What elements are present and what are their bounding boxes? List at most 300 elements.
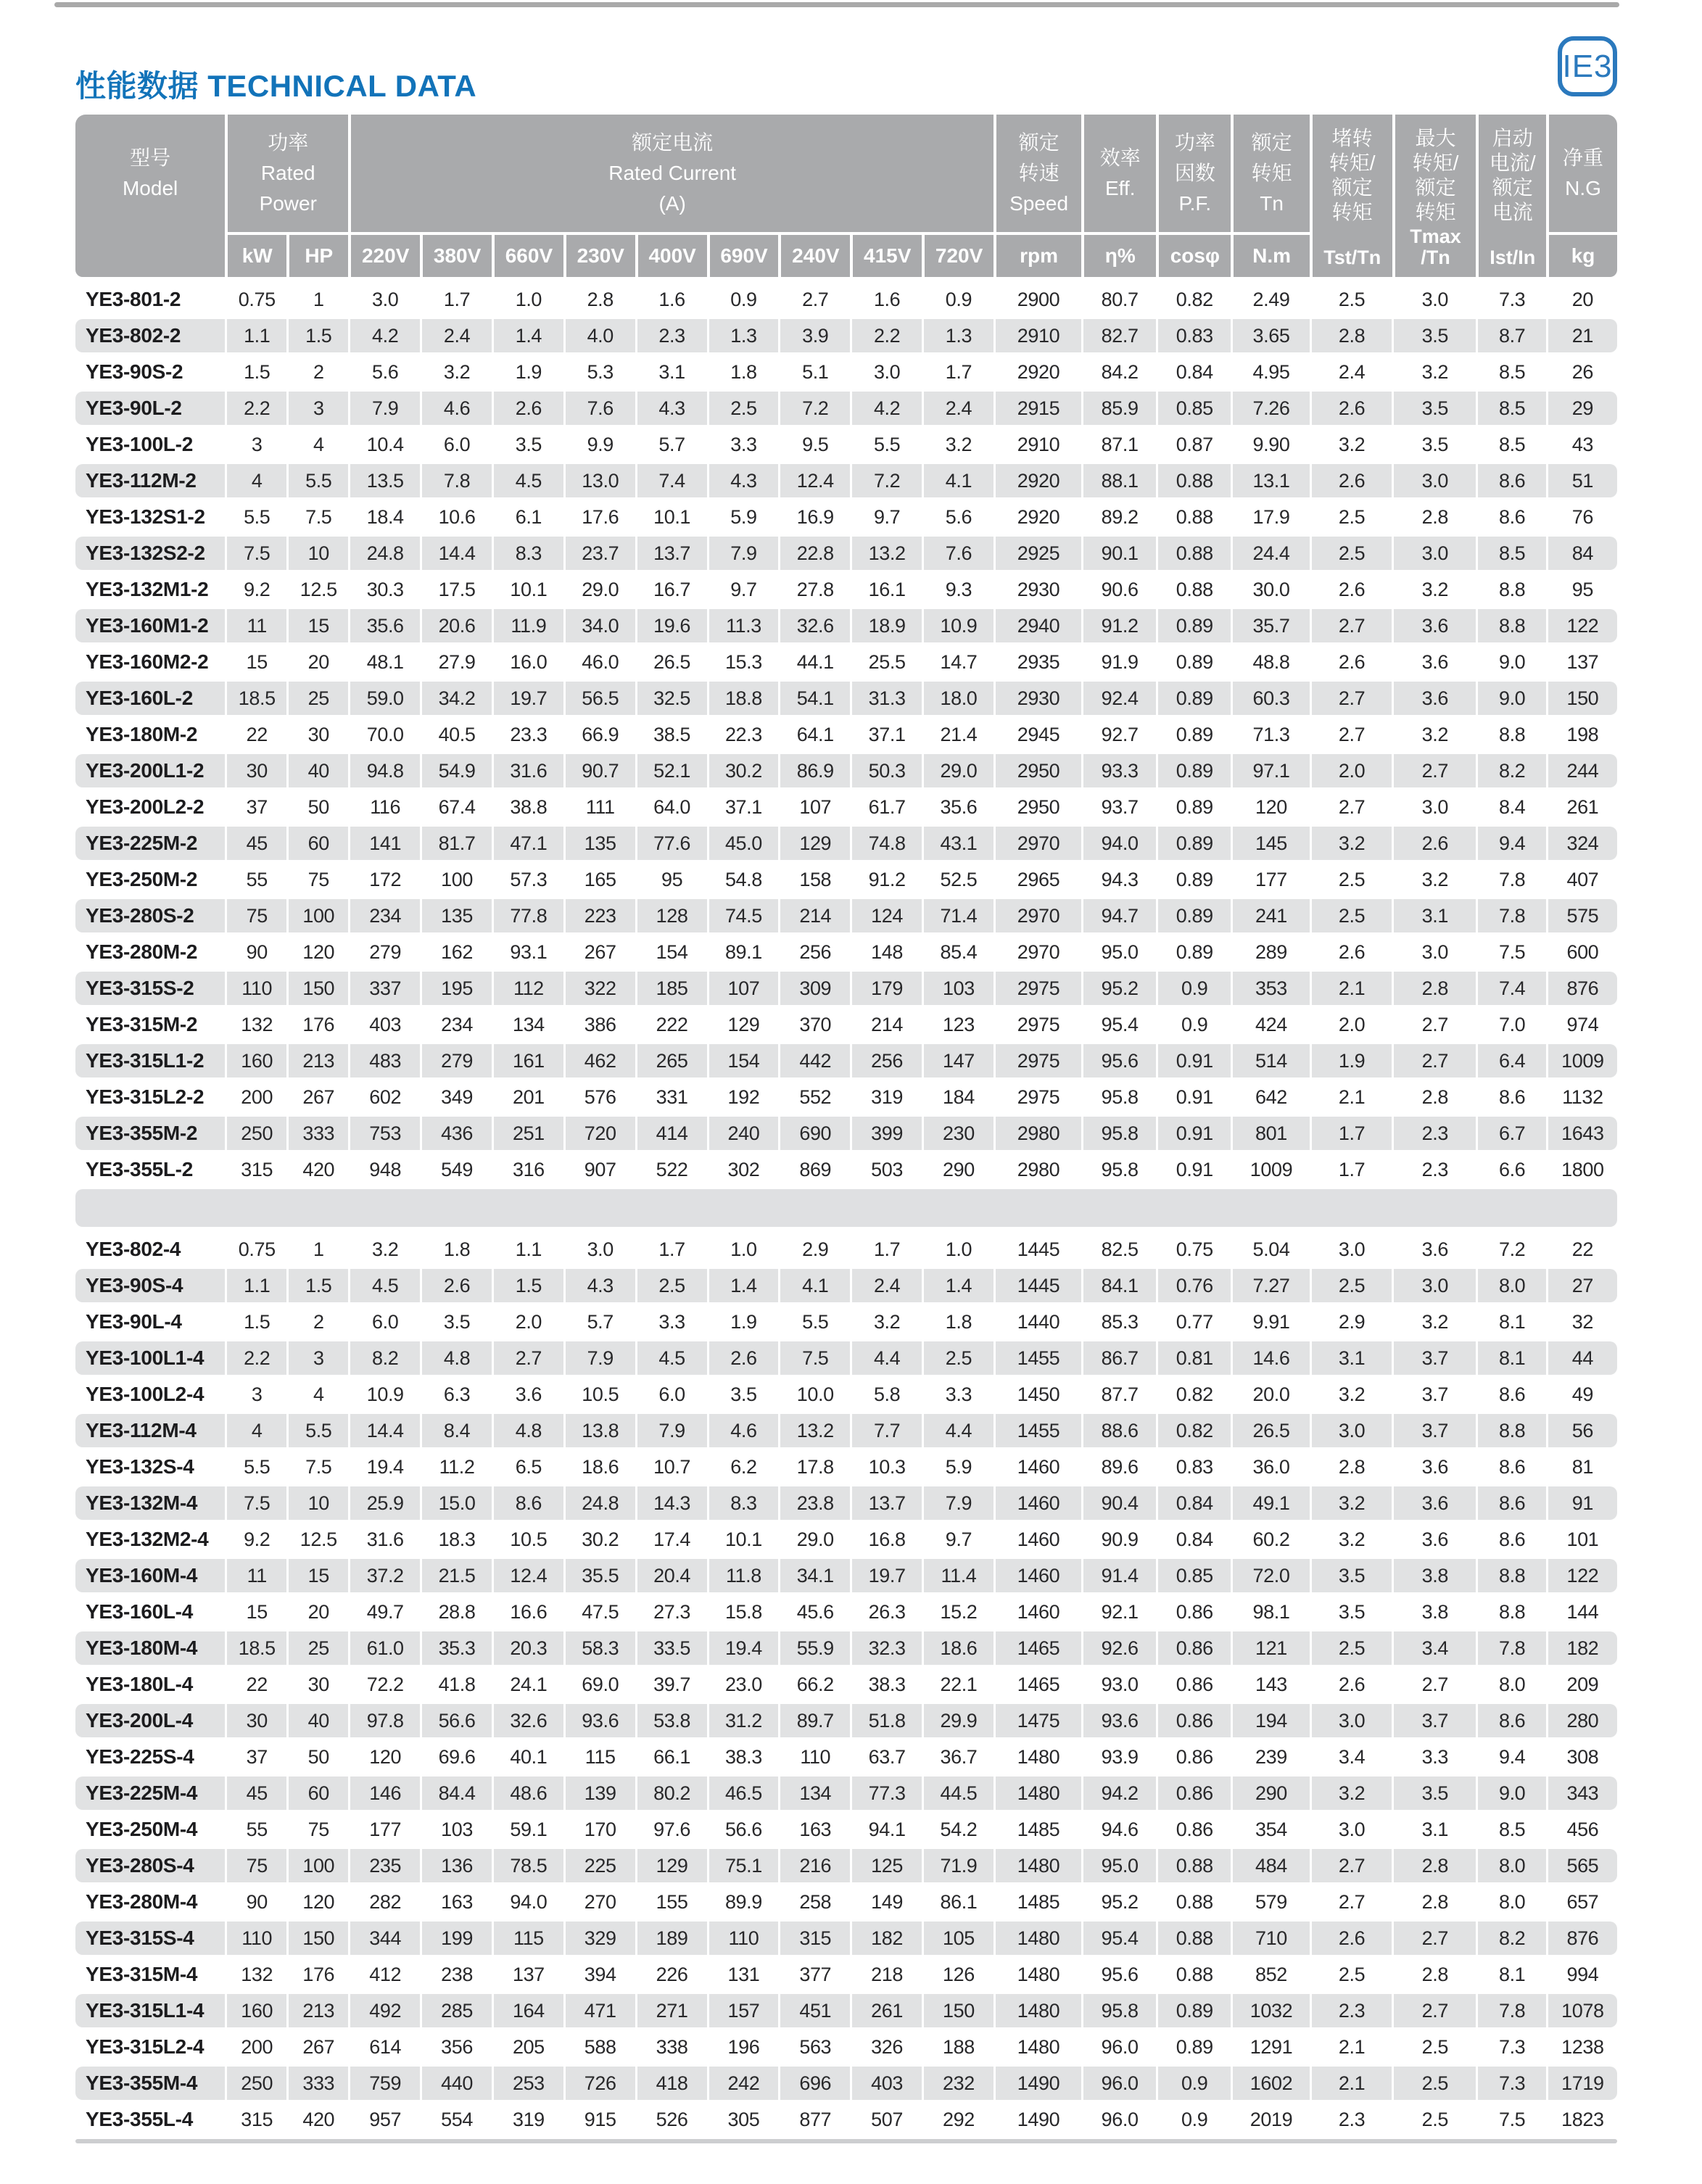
value-cell: 7.6 bbox=[922, 537, 993, 570]
value-cell: 112 bbox=[492, 972, 563, 1005]
value-cell: 234 bbox=[348, 899, 420, 932]
table-row bbox=[75, 1849, 1617, 1882]
value-cell: 8.6 bbox=[1476, 1486, 1546, 1520]
value-cell: 3.3 bbox=[635, 1305, 707, 1339]
value-cell: 0.89 bbox=[1156, 609, 1231, 642]
value-cell: 30 bbox=[225, 1704, 286, 1737]
value-cell: 30 bbox=[286, 1668, 348, 1701]
value-cell: 2.1 bbox=[1310, 972, 1392, 1005]
value-cell: 0.84 bbox=[1156, 1523, 1231, 1556]
value-cell: 642 bbox=[1231, 1080, 1309, 1114]
value-cell: 66.9 bbox=[563, 718, 635, 751]
value-cell: 1.1 bbox=[492, 1233, 563, 1266]
value-cell: 25 bbox=[286, 682, 348, 715]
value-cell: 20.6 bbox=[420, 609, 492, 642]
value-cell: 2.7 bbox=[1310, 1885, 1392, 1919]
value-cell: 2.5 bbox=[1392, 2103, 1476, 2136]
value-cell: 319 bbox=[492, 2103, 563, 2136]
table-row bbox=[75, 2103, 1617, 2136]
value-cell: 89.1 bbox=[707, 935, 779, 969]
value-cell: 1.0 bbox=[707, 1233, 779, 1266]
value-cell: 95.8 bbox=[1081, 1153, 1156, 1186]
value-cell: 16.1 bbox=[850, 573, 922, 606]
value-cell: 2980 bbox=[993, 1117, 1081, 1150]
model-cell: YE3-200L-4 bbox=[75, 1704, 225, 1737]
value-cell: 4.6 bbox=[420, 392, 492, 425]
unit-660v: 660V bbox=[492, 235, 563, 277]
value-cell: 26.5 bbox=[1231, 1414, 1309, 1447]
value-cell: 315 bbox=[225, 2103, 286, 2136]
value-cell: 5.9 bbox=[707, 500, 779, 534]
value-cell: 97.1 bbox=[1231, 754, 1309, 787]
value-cell: 2 bbox=[286, 355, 348, 389]
unit-220v: 220V bbox=[362, 244, 410, 267]
value-cell: 492 bbox=[348, 1994, 420, 2027]
value-cell: 3.0 bbox=[1392, 464, 1476, 497]
value-cell: 2.7 bbox=[1392, 754, 1476, 787]
value-cell: 50 bbox=[286, 1740, 348, 1774]
value-cell: 84.2 bbox=[1081, 355, 1156, 389]
value-cell: 14.4 bbox=[348, 1414, 420, 1447]
value-cell: 91.4 bbox=[1081, 1559, 1156, 1592]
value-cell: 1.9 bbox=[707, 1305, 779, 1339]
value-cell: 8.5 bbox=[1476, 1813, 1546, 1846]
value-cell: 0.88 bbox=[1156, 1922, 1231, 1955]
value-cell: 1480 bbox=[993, 1958, 1081, 1991]
value-cell: 602 bbox=[348, 1080, 420, 1114]
value-cell: 242 bbox=[707, 2067, 779, 2100]
value-cell: 2.3 bbox=[1392, 1117, 1476, 1150]
value-cell: 315 bbox=[225, 1153, 286, 1186]
table-row bbox=[75, 1305, 1617, 1339]
value-cell: 94.8 bbox=[348, 754, 420, 787]
value-cell: 1445 bbox=[993, 1269, 1081, 1302]
value-cell: 8.1 bbox=[1476, 1341, 1546, 1375]
value-cell: 69.0 bbox=[563, 1668, 635, 1701]
value-cell: 95.0 bbox=[1081, 1849, 1156, 1882]
model-cell: YE3-180M-2 bbox=[86, 723, 198, 745]
value-cell: 155 bbox=[635, 1885, 707, 1919]
value-cell: 7.8 bbox=[420, 464, 492, 497]
table-row bbox=[75, 1341, 1617, 1375]
value-cell: 91 bbox=[1546, 1486, 1617, 1520]
model-cell: YE3-280S-4 bbox=[75, 1849, 225, 1882]
table-row bbox=[75, 754, 1617, 787]
value-cell: 2.7 bbox=[1310, 1849, 1392, 1882]
value-cell: 160 bbox=[225, 1044, 286, 1077]
value-cell: 30 bbox=[225, 754, 286, 787]
table-row bbox=[75, 682, 1617, 715]
value-cell: 8.8 bbox=[1476, 573, 1546, 606]
value-cell: 2.3 bbox=[635, 319, 707, 352]
value-cell: 907 bbox=[563, 1153, 635, 1186]
value-cell: 1032 bbox=[1231, 1994, 1309, 2027]
value-cell: 134 bbox=[492, 1008, 563, 1041]
value-cell: 123 bbox=[922, 1008, 993, 1041]
value-cell: 194 bbox=[1231, 1704, 1309, 1737]
value-cell: 101 bbox=[1546, 1523, 1617, 1556]
value-cell: 0.88 bbox=[1156, 573, 1231, 606]
value-cell: 27 bbox=[1546, 1269, 1617, 1302]
value-cell: 13.1 bbox=[1231, 464, 1309, 497]
value-cell: 726 bbox=[563, 2067, 635, 2100]
value-cell: 420 bbox=[286, 2103, 348, 2136]
value-cell: 30.2 bbox=[563, 1523, 635, 1556]
value-cell: 579 bbox=[1231, 1885, 1309, 1919]
section-separator bbox=[75, 1189, 1617, 1227]
table-row bbox=[75, 319, 1617, 352]
value-cell: 5.5 bbox=[286, 464, 348, 497]
value-cell: 7.3 bbox=[1476, 2030, 1546, 2064]
value-cell: 1485 bbox=[993, 1813, 1081, 1846]
value-cell: 5.8 bbox=[850, 1378, 922, 1411]
value-cell: 195 bbox=[420, 972, 492, 1005]
value-cell: 8.5 bbox=[1476, 537, 1546, 570]
value-cell: 1480 bbox=[993, 1994, 1081, 2027]
value-cell: 90.6 bbox=[1081, 573, 1156, 606]
value-cell: 163 bbox=[420, 1885, 492, 1919]
value-cell: 18.9 bbox=[850, 609, 922, 642]
value-cell: 3.5 bbox=[1392, 392, 1476, 425]
value-cell: 282 bbox=[348, 1885, 420, 1919]
value-cell: 84.1 bbox=[1081, 1269, 1156, 1302]
value-cell: 125 bbox=[850, 1849, 922, 1882]
value-cell: 267 bbox=[286, 2030, 348, 2064]
value-cell: 223 bbox=[563, 899, 635, 932]
value-cell: 29.0 bbox=[922, 754, 993, 787]
value-cell: 7.5 bbox=[225, 1486, 286, 1520]
table-row bbox=[75, 2067, 1617, 2100]
value-cell: 554 bbox=[420, 2103, 492, 2136]
value-cell: 290 bbox=[922, 1153, 993, 1186]
value-cell: 3.2 bbox=[1392, 1305, 1476, 1339]
value-cell: 89.9 bbox=[707, 1885, 779, 1919]
value-cell: 2.4 bbox=[850, 1269, 922, 1302]
value-cell: 148 bbox=[850, 935, 922, 969]
value-cell: 2.5 bbox=[1310, 1269, 1392, 1302]
value-cell: 29.9 bbox=[922, 1704, 993, 1737]
table-row bbox=[75, 1153, 1617, 1186]
value-cell: 7.5 bbox=[286, 500, 348, 534]
value-cell: 27.3 bbox=[635, 1595, 707, 1629]
value-cell: 316 bbox=[492, 1153, 563, 1186]
value-cell: 1.3 bbox=[922, 319, 993, 352]
model-cell: YE3-315S-4 bbox=[75, 1922, 225, 1955]
value-cell: 3.9 bbox=[778, 319, 850, 352]
value-cell: 0.75 bbox=[1156, 1233, 1231, 1266]
value-cell: 74.8 bbox=[850, 827, 922, 860]
value-cell: 2.6 bbox=[1310, 1922, 1392, 1955]
value-cell: 34.1 bbox=[778, 1559, 850, 1592]
value-cell: 2970 bbox=[993, 827, 1081, 860]
value-cell: 2.7 bbox=[1392, 1044, 1476, 1077]
value-cell: 3.0 bbox=[1310, 1233, 1392, 1266]
technical-data-table bbox=[75, 115, 1617, 2143]
value-cell: 35.3 bbox=[420, 1631, 492, 1665]
value-cell: 137 bbox=[1546, 645, 1617, 679]
value-cell: 657 bbox=[1546, 1885, 1617, 1919]
value-cell: 25.9 bbox=[348, 1486, 420, 1520]
value-cell: 74.5 bbox=[707, 899, 779, 932]
value-cell: 96.0 bbox=[1081, 2103, 1156, 2136]
value-cell: 8.7 bbox=[1476, 319, 1546, 352]
value-cell: 8.5 bbox=[1476, 355, 1546, 389]
value-cell: 95 bbox=[635, 863, 707, 896]
value-cell: 0.87 bbox=[1156, 428, 1231, 461]
table-body-4pole bbox=[75, 1233, 1617, 2136]
value-cell: 1.4 bbox=[492, 319, 563, 352]
value-cell: 2.4 bbox=[420, 319, 492, 352]
value-cell: 9.2 bbox=[225, 573, 286, 606]
model-cell: YE3-802-4 bbox=[86, 1238, 181, 1260]
value-cell: 0.9 bbox=[707, 283, 779, 316]
value-cell: 20 bbox=[286, 645, 348, 679]
value-cell: 305 bbox=[707, 2103, 779, 2136]
value-cell: 94.2 bbox=[1081, 1776, 1156, 1810]
header-model-zh: 型号 bbox=[130, 146, 171, 169]
value-cell: 10.1 bbox=[707, 1523, 779, 1556]
unit-240v: 240V bbox=[778, 235, 850, 277]
table-row bbox=[75, 1450, 1617, 1484]
value-cell: 1465 bbox=[993, 1631, 1081, 1665]
value-cell: 8.6 bbox=[1476, 1378, 1546, 1411]
value-cell: 451 bbox=[778, 1994, 850, 2027]
value-cell: 4 bbox=[286, 428, 348, 461]
value-cell: 2.7 bbox=[778, 283, 850, 316]
model-cell: YE3-90S-4 bbox=[75, 1269, 225, 1302]
page-title-en: TECHNICAL DATA bbox=[207, 69, 477, 103]
value-cell: 13.7 bbox=[850, 1486, 922, 1520]
model-cell: YE3-315L1-2 bbox=[75, 1044, 225, 1077]
value-cell: 199 bbox=[420, 1922, 492, 1955]
value-cell: 1643 bbox=[1546, 1117, 1617, 1150]
value-cell: 322 bbox=[563, 972, 635, 1005]
value-cell: 331 bbox=[635, 1080, 707, 1114]
value-cell: 0.86 bbox=[1156, 1595, 1231, 1629]
value-cell: 14.3 bbox=[635, 1486, 707, 1520]
value-cell: 184 bbox=[922, 1080, 993, 1114]
value-cell: 3 bbox=[225, 1378, 286, 1411]
model-cell: YE3-100L1-4 bbox=[75, 1341, 225, 1375]
value-cell: 0.89 bbox=[1156, 754, 1231, 787]
value-cell: 11.9 bbox=[492, 609, 563, 642]
value-cell: 424 bbox=[1231, 1008, 1309, 1041]
value-cell: 60.3 bbox=[1231, 682, 1309, 715]
value-cell: 78.5 bbox=[492, 1849, 563, 1882]
value-cell: 2.8 bbox=[1392, 1885, 1476, 1919]
value-cell: 3.5 bbox=[707, 1378, 779, 1411]
value-cell: 69.6 bbox=[420, 1740, 492, 1774]
value-cell: 9.4 bbox=[1476, 827, 1546, 860]
value-cell: 1.5 bbox=[286, 319, 348, 352]
value-cell: 436 bbox=[420, 1117, 492, 1150]
model-cell: YE3-225M-2 bbox=[75, 827, 225, 860]
value-cell: 0.89 bbox=[1156, 1994, 1231, 2027]
value-cell: 61.0 bbox=[348, 1631, 420, 1665]
value-cell: 2975 bbox=[993, 1008, 1081, 1041]
value-cell: 185 bbox=[635, 972, 707, 1005]
value-cell: 7.2 bbox=[778, 392, 850, 425]
value-cell: 4.5 bbox=[492, 464, 563, 497]
value-cell: 292 bbox=[922, 2103, 993, 2136]
value-cell: 349 bbox=[420, 1080, 492, 1114]
value-cell: 34.0 bbox=[563, 609, 635, 642]
table-row bbox=[75, 1486, 1617, 1520]
value-cell: 7.5 bbox=[778, 1341, 850, 1375]
value-cell: 200 bbox=[225, 2030, 286, 2064]
value-cell: 507 bbox=[850, 2103, 922, 2136]
value-cell: 149 bbox=[850, 1885, 922, 1919]
value-cell: 329 bbox=[563, 1922, 635, 1955]
value-cell: 8.1 bbox=[1476, 1305, 1546, 1339]
value-cell: 103 bbox=[420, 1813, 492, 1846]
value-cell: 0.89 bbox=[1156, 935, 1231, 969]
value-cell: 110 bbox=[225, 972, 286, 1005]
value-cell: 93.7 bbox=[1081, 790, 1156, 824]
value-cell: 192 bbox=[707, 1080, 779, 1114]
header-pf-en: P.F. bbox=[1178, 192, 1212, 215]
value-cell: 2.6 bbox=[1392, 827, 1476, 860]
value-cell: 41.8 bbox=[420, 1668, 492, 1701]
value-cell: 309 bbox=[778, 972, 850, 1005]
value-cell: 957 bbox=[348, 2103, 420, 2136]
value-cell: 2.7 bbox=[1310, 790, 1392, 824]
value-cell: 3.2 bbox=[1310, 1378, 1392, 1411]
value-cell: 2.5 bbox=[1310, 1958, 1392, 1991]
value-cell: 3.5 bbox=[492, 428, 563, 461]
value-cell: 407 bbox=[1546, 863, 1617, 896]
value-cell: 10.9 bbox=[348, 1378, 420, 1411]
value-cell: 4.3 bbox=[707, 464, 779, 497]
model-cell: YE3-355M-4 bbox=[75, 2067, 225, 2100]
header-speed-en: Speed bbox=[1009, 192, 1069, 215]
value-cell: 2.0 bbox=[1310, 754, 1392, 787]
value-cell: 877 bbox=[778, 2103, 850, 2136]
value-cell: 2.6 bbox=[707, 1341, 779, 1375]
value-cell: 3.3 bbox=[707, 428, 779, 461]
table-row bbox=[75, 1044, 1617, 1077]
value-cell: 4.2 bbox=[850, 392, 922, 425]
value-cell: 456 bbox=[1546, 1813, 1617, 1846]
value-cell: 2 bbox=[286, 1305, 348, 1339]
value-cell: 440 bbox=[420, 2067, 492, 2100]
value-cell: 974 bbox=[1546, 1008, 1617, 1041]
value-cell: 343 bbox=[1546, 1776, 1617, 1810]
value-cell: 0.83 bbox=[1156, 319, 1231, 352]
value-cell: 285 bbox=[420, 1994, 492, 2027]
value-cell: 135 bbox=[420, 899, 492, 932]
value-cell: 27.9 bbox=[420, 645, 492, 679]
value-cell: 28.8 bbox=[420, 1595, 492, 1629]
value-cell: 110 bbox=[778, 1740, 850, 1774]
value-cell: 5.7 bbox=[563, 1305, 635, 1339]
value-cell: 8.4 bbox=[1476, 790, 1546, 824]
value-cell: 35.7 bbox=[1231, 609, 1309, 642]
table-row bbox=[75, 500, 1617, 534]
value-cell: 56.5 bbox=[563, 682, 635, 715]
model-cell: YE3-315L2-4 bbox=[86, 2035, 205, 2058]
value-cell: 179 bbox=[850, 972, 922, 1005]
model-cell: YE3-132M-4 bbox=[75, 1486, 225, 1520]
value-cell: 160 bbox=[225, 1994, 286, 2027]
value-cell: 94.1 bbox=[850, 1813, 922, 1846]
value-cell: 49 bbox=[1546, 1378, 1617, 1411]
value-cell: 3.1 bbox=[1310, 1341, 1392, 1375]
value-cell: 3.2 bbox=[348, 1233, 420, 1266]
header-tmax-zh4: 转矩 bbox=[1415, 201, 1456, 223]
value-cell: 852 bbox=[1231, 1958, 1309, 1991]
value-cell: 2.2 bbox=[225, 1341, 286, 1375]
value-cell: 59.1 bbox=[492, 1813, 563, 1846]
value-cell: 21.5 bbox=[420, 1559, 492, 1592]
value-cell: 3.0 bbox=[348, 283, 420, 316]
value-cell: 34.2 bbox=[420, 682, 492, 715]
value-cell: 70.0 bbox=[348, 718, 420, 751]
value-cell: 11.8 bbox=[707, 1559, 779, 1592]
value-cell: 71.4 bbox=[922, 899, 993, 932]
value-cell: 0.88 bbox=[1156, 537, 1231, 570]
header-ist-zh1: 启动 bbox=[1492, 127, 1533, 149]
value-cell: 3.2 bbox=[1392, 573, 1476, 606]
value-cell: 1490 bbox=[993, 2067, 1081, 2100]
value-cell: 1.7 bbox=[635, 1233, 707, 1266]
value-cell: 209 bbox=[1546, 1668, 1617, 1701]
value-cell: 107 bbox=[707, 972, 779, 1005]
value-cell: 0.82 bbox=[1156, 1378, 1231, 1411]
value-cell: 2965 bbox=[993, 863, 1081, 896]
value-cell: 71.3 bbox=[1231, 718, 1309, 751]
value-cell: 9.3 bbox=[922, 573, 993, 606]
model-cell: YE3-315M-2 bbox=[86, 1013, 198, 1035]
header-tn-en: Tn bbox=[1260, 192, 1284, 215]
value-cell: 2.8 bbox=[1310, 319, 1392, 352]
value-cell: 0.9 bbox=[1156, 1008, 1231, 1041]
value-cell: 2.7 bbox=[1392, 1008, 1476, 1041]
value-cell: 120 bbox=[286, 935, 348, 969]
value-cell: 9.7 bbox=[922, 1523, 993, 1556]
value-cell: 5.04 bbox=[1231, 1233, 1309, 1266]
value-cell: 4.8 bbox=[420, 1341, 492, 1375]
value-cell: 503 bbox=[850, 1153, 922, 1186]
value-cell: 8.6 bbox=[492, 1486, 563, 1520]
value-cell: 30.2 bbox=[707, 754, 779, 787]
value-cell: 43 bbox=[1546, 428, 1617, 461]
value-cell: 279 bbox=[420, 1044, 492, 1077]
value-cell: 23.8 bbox=[778, 1486, 850, 1520]
value-cell: 7.5 bbox=[1476, 935, 1546, 969]
value-cell: 235 bbox=[348, 1849, 420, 1882]
value-cell: 95.4 bbox=[1081, 1008, 1156, 1041]
value-cell: 45 bbox=[225, 827, 286, 860]
value-cell: 20 bbox=[1546, 283, 1617, 316]
value-cell: 2930 bbox=[993, 573, 1081, 606]
value-cell: 71.9 bbox=[922, 1849, 993, 1882]
value-cell: 1.7 bbox=[922, 355, 993, 389]
value-cell: 3.0 bbox=[1310, 1414, 1392, 1447]
table-row bbox=[75, 1080, 1617, 1114]
value-cell: 2930 bbox=[993, 682, 1081, 715]
value-cell: 25 bbox=[286, 1631, 348, 1665]
value-cell: 3.5 bbox=[1392, 1776, 1476, 1810]
value-cell: 72.0 bbox=[1231, 1559, 1309, 1592]
value-cell: 2925 bbox=[993, 537, 1081, 570]
value-cell: 4.2 bbox=[348, 319, 420, 352]
value-cell: 31.3 bbox=[850, 682, 922, 715]
value-cell: 2.8 bbox=[563, 283, 635, 316]
value-cell: 76 bbox=[1546, 500, 1617, 534]
page-title bbox=[75, 62, 476, 106]
value-cell: 2.8 bbox=[1392, 972, 1476, 1005]
